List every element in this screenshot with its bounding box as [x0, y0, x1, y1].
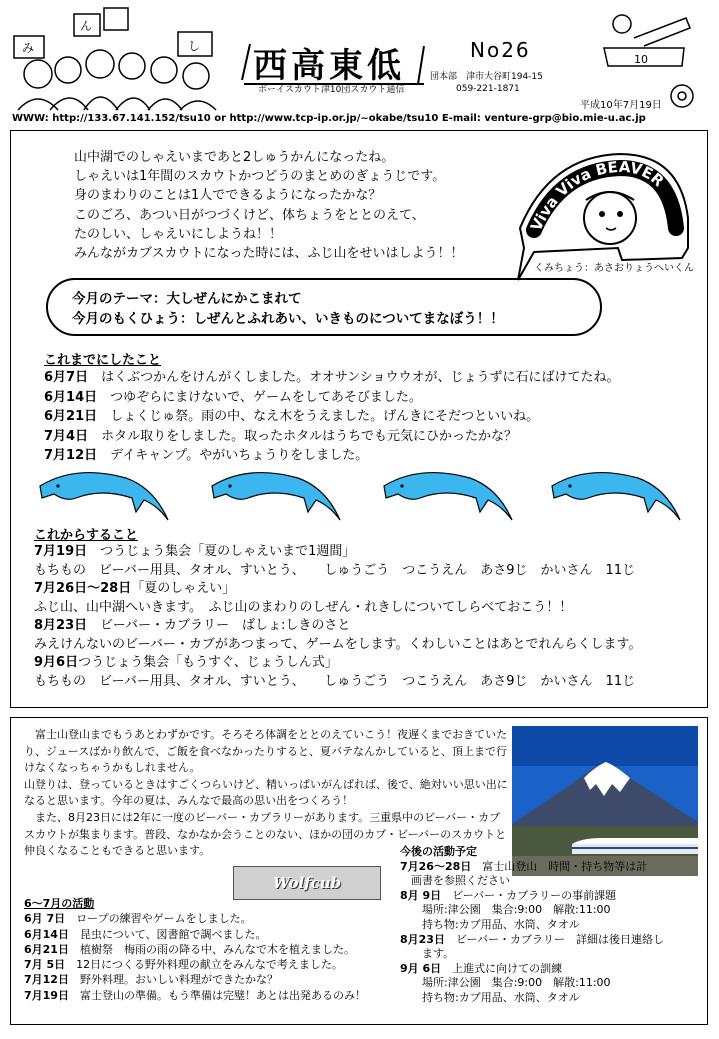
svg-text:し: し	[188, 39, 201, 53]
list-item	[34, 636, 642, 655]
list-item	[24, 911, 366, 926]
item-text: 「夏のしゃえい」	[131, 581, 236, 596]
item-text: ホタル取りをしました。取ったホタルはうちでも元気にひかったかな？	[101, 428, 517, 444]
list-item	[44, 368, 620, 388]
future-heading: これからすること	[34, 528, 139, 543]
item-text: しょくじゅ祭。雨の中、なえ木をうえました。げんきにそだつといいね。	[110, 409, 540, 425]
item-text: 場所:津公園 集合:9:00 解散:11:00	[400, 976, 611, 990]
list-item	[400, 976, 664, 991]
svg-text:み: み	[22, 41, 35, 55]
list-item	[24, 942, 366, 957]
list-item	[400, 933, 664, 948]
item-date: 7月4日	[44, 428, 89, 444]
intro-line: 身のまわりのことは1人でできるようになったかな？	[74, 188, 382, 204]
past-heading: これまでにしたこと	[44, 353, 162, 368]
list-item	[24, 927, 366, 942]
dolphin-icon	[40, 473, 168, 520]
list-item	[34, 654, 642, 673]
list-item	[400, 918, 664, 933]
item-text: 12日につくる野外料理の献立をみんなで考えました。	[76, 958, 343, 972]
item-text: ふじ山、山中湖へいきます。 ふじ山のまわりのしぜん・れきしについてしらべておこう！！	[34, 599, 573, 615]
item-date: 8月 9日	[400, 888, 442, 902]
item-date: 7月19日	[24, 988, 69, 1002]
future-activities-list	[34, 543, 642, 691]
item-text: ロープの練習やゲームをしました。	[76, 912, 252, 926]
title-underline	[238, 40, 438, 88]
list-item	[34, 617, 642, 636]
list-item	[400, 889, 664, 904]
acts-heading: 6～7月の活動	[24, 897, 95, 910]
item-date: 6月14日	[24, 927, 69, 941]
item-text: 持ち物:カブ用品、水筒、タオル	[400, 990, 580, 1004]
item-date: 8月23日	[400, 932, 445, 946]
item-text: 場所:津公園 集合:9:00 解散:11:00	[400, 903, 611, 917]
item-text: 富士山登山 時間・持ち物等は計	[482, 859, 648, 873]
list-item	[24, 957, 366, 972]
theme-line: 今月のテーマ：大しぜんにかこまれて	[72, 291, 302, 307]
cub-plan	[400, 845, 664, 1006]
item-text: 野外料理。おいしい料理ができたかな？	[79, 973, 278, 987]
list-item	[34, 580, 642, 599]
item-date: 6月7日	[44, 370, 89, 385]
item-text: みえけんないのビーバー・カブがあつまって、ゲームをします。くわしいことはあとでれんらくします。	[34, 636, 642, 652]
item-date: 7月26日～28日	[34, 581, 132, 596]
list-item	[44, 427, 620, 447]
item-text: ビーバー・カブラリーの事前課題	[452, 888, 617, 902]
intro-line: みんながカブスカウトになった時には、ふじ山をせいはしよう！！	[74, 246, 464, 262]
scouts-illustration-icon	[8, 6, 230, 112]
item-text: 上進式に向けての訓練	[452, 961, 563, 975]
list-item	[24, 988, 366, 1003]
plan-heading: 今後の活動予定	[400, 845, 477, 858]
wolfcub-label: Wolfcub	[233, 866, 381, 900]
list-item	[44, 388, 620, 408]
issue-number: No26	[470, 38, 531, 62]
item-text: つゆぞらにまけないで、ゲームをしてあそびました。	[110, 389, 422, 405]
list-item	[400, 947, 664, 962]
item-date: 7月26～28日	[400, 859, 472, 873]
list-item	[34, 599, 642, 618]
paragraph: また、8月23日には2年に一度のビーバー・カブラリーがあります。三重県中のビーバー・カブスカウトが集まります。普段、なかなか会うことのない、ほかの団のカブ・ビーバーのスカウトと仲良くなることもできると思います。	[24, 810, 507, 858]
item-date: 7月12日	[44, 448, 98, 464]
beaver-intro	[74, 148, 463, 263]
item-text: 画書を参照ください	[411, 874, 510, 888]
item-text: 昆虫について、図書館で調べました。	[79, 927, 267, 941]
item-date: 7月12日	[24, 973, 69, 987]
theme-banner-text	[72, 289, 504, 329]
item-text: もちもの ビーバー用具、タオル、すいとう、 しゅうごう つこうえん あさ9じ かいさん 11じ	[34, 562, 636, 578]
cub-activities	[24, 896, 366, 1003]
subtitle: ボーイスカウト津10団スカウト通信	[258, 85, 405, 95]
list-item	[400, 874, 664, 889]
logo-text: Viva Viva BEAVER	[526, 157, 668, 234]
dolphin-icon	[384, 473, 512, 520]
corner-badge: 10	[634, 53, 648, 66]
list-item	[24, 972, 366, 987]
item-text: 植樹祭 梅雨の雨の降る中、みんなで木を植えました。	[79, 942, 355, 956]
address: 団本部 津市大谷町194-15	[430, 72, 543, 82]
leader-caption: くみちょう：あさおりょうへいくん	[534, 263, 694, 274]
list-item	[44, 407, 620, 427]
contact-urls: WWW: http://133.67.141.152/tsu10 or http://www.tcp-ip.or.jp/~okabe/tsu10 E-mail: venture-grp@bio.mie-u.ac.jp	[12, 113, 646, 124]
item-text: つうじょう集会「夏のしゃえいまで1週間」	[100, 544, 356, 559]
dolphin-icon	[212, 473, 340, 520]
list-item	[400, 903, 664, 918]
list-item	[400, 962, 664, 977]
intro-line: たのしい、しゃえいにしようね！！	[74, 226, 283, 242]
item-text: つうじょう集会「もうすぐ、じょうしん式」	[78, 655, 338, 670]
paragraph: 富士山登山までもうあとわずかです。そろそろ体調をととのえていこう！夜遅くまでおきていたり、ジュースばかり飲んで、ご飯を食べなかったりすると、夏バテなんかしていると、頂上まで行けなくなっちゃうかもしれません。	[24, 728, 508, 775]
item-text: ます。	[422, 947, 455, 961]
item-text: デイキャンプ。やがいちょうりをしました。	[110, 448, 369, 464]
newsletter-title: 西高東低	[253, 46, 405, 86]
list-item	[34, 562, 642, 581]
dolphin-icon	[552, 473, 680, 520]
intro-line: しゃえいは1年間のスカウトかつどうのまとめのぎょうじです。	[74, 169, 446, 185]
item-date: 9月 6日	[400, 961, 442, 975]
intro-line: このごろ、あつい日がつづくけど、体ちょうをととのえて、	[74, 207, 425, 223]
item-text: 富士登山の準備。もう準備は完璧！あとは出発あるのみ！	[79, 988, 366, 1002]
item-date: 7月19日	[34, 544, 88, 559]
item-date: 6月14日	[44, 389, 98, 405]
item-date: 8月23日	[34, 618, 88, 633]
paragraph: 山登りは、登っているときはすごくつらいけど、精いっぱいがんばれば、後で、絶対いい思い出になると思います。今年の夏は、みんなで最高の思い出をつくろう！	[24, 777, 508, 808]
item-text: ビーバー・カブラリー ばしょ:しきのさと	[100, 618, 351, 633]
phone-number: 059-221-1871	[456, 84, 520, 94]
list-item	[400, 860, 664, 875]
item-text: 持ち物:カブ用品、水筒、タオル	[400, 917, 580, 931]
list-item	[34, 543, 642, 562]
airplane-emblem-icon	[594, 8, 702, 108]
past-activities-list	[44, 368, 620, 466]
svg-text:ん: ん	[80, 19, 93, 33]
item-text: はくぶつかんをけんがくしました。オオサンショウウオが、じょうずに石にばけてたね。	[101, 370, 620, 385]
intro-line: 山中湖でのしゃえいまであと2しゅうかんになったね。	[74, 150, 395, 165]
cub-message	[24, 727, 508, 860]
item-text: ビーバー・カブラリー 詳細は後日連絡し	[455, 932, 664, 946]
issue-date: 平成10年7月19日	[580, 100, 662, 111]
list-item	[400, 991, 664, 1006]
item-text: もちもの ビーバー用具、タオル、すいとう、 しゅうごう つこうえん あさ9じ かいさん 11じ	[34, 673, 636, 689]
item-date: 6月21日	[24, 942, 69, 956]
list-item	[34, 673, 642, 692]
item-date: 6月 7日	[24, 912, 66, 926]
item-date: 7月 5日	[24, 958, 66, 972]
item-date: 6月21日	[44, 409, 98, 425]
item-date: 9月6日	[34, 655, 79, 670]
goal-line: 今月のもくひょう：しぜんとふれあい、いきものについてまなぼう！！	[72, 311, 504, 327]
